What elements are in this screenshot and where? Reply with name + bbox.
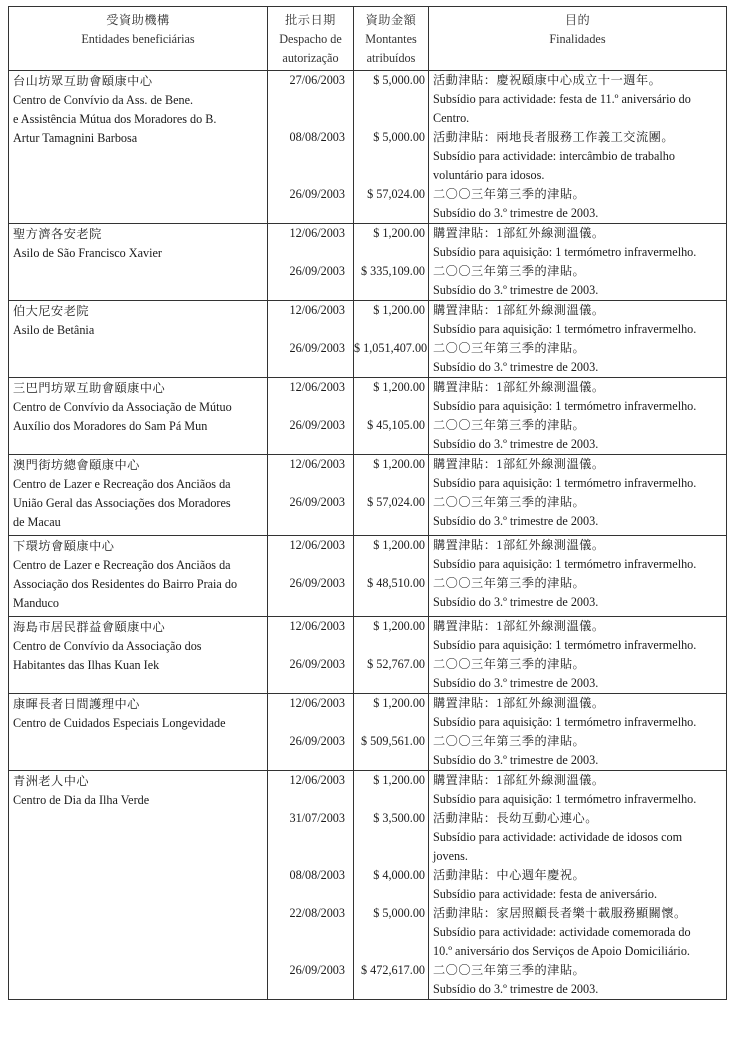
table-row [9, 536, 727, 617]
table-row [9, 301, 727, 378]
entity-cell [9, 378, 268, 455]
date-cell [268, 771, 354, 1000]
entity-cell [9, 301, 268, 378]
grant-date: 12/06/2003 [289, 773, 345, 787]
grant-amount: $ 5,000.00 [373, 130, 425, 144]
grant-date: 26/09/2003 [289, 734, 345, 748]
grant-purpose-block [433, 694, 724, 732]
grant-amount-block [354, 655, 425, 693]
grant-date: 12/06/2003 [289, 226, 345, 240]
grant-purpose-block [433, 536, 724, 574]
grant-date-block [268, 339, 345, 377]
grant-amount-block [354, 262, 425, 300]
purpose-pt: Subsídio para aquisição: 1 termómetro infravermelho. [433, 399, 697, 413]
purpose-zh: 活動津貼：長幼互動心連心。 [433, 811, 598, 825]
date-cell [268, 536, 354, 617]
purpose-zh: 活動津貼：兩地長者服務工作義工交流團。 [433, 130, 675, 144]
grant-amount: $ 5,000.00 [373, 906, 425, 920]
purpose-zh: 購置津貼：1部紅外線測溫儀。 [433, 538, 605, 552]
header-amount-pt1: Montantes [365, 32, 417, 46]
purpose-pt: Subsídio do 3.º trimestre de 2003. [433, 514, 599, 528]
grant-amount-block [354, 574, 425, 612]
purpose-pt: Subsídio para actividade: festa de 11.º aniversário do [433, 92, 691, 106]
grant-amount-block [354, 301, 425, 339]
amount-cell [354, 378, 429, 455]
grant-date-block [268, 128, 345, 185]
purpose-cell [429, 224, 727, 301]
grant-amount: $ 5,000.00 [373, 73, 425, 87]
grant-purpose-block [433, 339, 724, 377]
purpose-pt: Subsídio para aquisição: 1 termómetro infravermelho. [433, 557, 697, 571]
purpose-zh: 二〇〇三年第三季的津貼。 [433, 264, 586, 278]
purpose-pt: Subsídio para aquisição: 1 termómetro infravermelho. [433, 476, 697, 490]
entity-name-zh: 下環坊會頤康中心 [13, 539, 115, 553]
grant-date-block [268, 771, 345, 809]
date-cell [268, 455, 354, 536]
purpose-pt: Subsídio do 3.º trimestre de 2003. [433, 676, 599, 690]
date-cell [268, 617, 354, 694]
entity-name-pt: Centro de Convívio da Associação dos [13, 639, 202, 653]
purpose-zh: 二〇〇三年第三季的津貼。 [433, 418, 586, 432]
table-row [9, 617, 727, 694]
grant-date-block [268, 224, 345, 262]
entity-name-pt: Associação dos Residentes do Bairro Praia do [13, 577, 238, 591]
purpose-zh: 購置津貼：1部紅外線測溫儀。 [433, 619, 605, 633]
entity-name-pt: Artur Tamagnini Barbosa [13, 131, 138, 145]
grant-purpose-block [433, 904, 724, 961]
grant-amount-block [354, 617, 425, 655]
grant-date-block [268, 71, 345, 128]
grant-amount: $ 57,024.00 [367, 495, 425, 509]
date-cell [268, 301, 354, 378]
amount-cell [354, 771, 429, 1000]
grant-date: 26/09/2003 [289, 576, 345, 590]
grant-date-block [268, 301, 345, 339]
entity-cell [9, 455, 268, 536]
amount-cell [354, 301, 429, 378]
grant-amount-block [354, 493, 425, 531]
header-amount [354, 7, 429, 71]
purpose-cell [429, 617, 727, 694]
purpose-pt: Subsídio do 3.º trimestre de 2003. [433, 283, 599, 297]
amount-cell [354, 617, 429, 694]
grant-date: 26/09/2003 [289, 657, 345, 671]
grant-amount: $ 472,617.00 [361, 963, 425, 977]
purpose-pt: Subsídio para actividade: actividade comemorada do [433, 925, 691, 939]
grant-amount-block [354, 961, 425, 999]
entity-name-zh: 康暉長者日間護理中心 [13, 697, 140, 711]
entity-name-pt: Auxílio dos Moradores do Sam Pá Mun [13, 419, 208, 433]
grant-purpose-block [433, 809, 724, 866]
purpose-cell [429, 455, 727, 536]
entity-name-pt: Asilo de Betânia [13, 323, 95, 337]
entity-name-pt: Centro de Convívio da Ass. de Bene. [13, 93, 194, 107]
purpose-pt: voluntário para idosos. [433, 168, 545, 182]
grant-amount: $ 1,051,407.00 [354, 341, 428, 355]
entity-cell [9, 617, 268, 694]
purpose-pt: Subsídio para aquisição: 1 termómetro infravermelho. [433, 792, 697, 806]
grant-date-block [268, 617, 345, 655]
entity-name-zh: 青洲老人中心 [13, 774, 90, 788]
grant-amount: $ 1,200.00 [373, 380, 425, 394]
grant-date: 08/08/2003 [289, 130, 345, 144]
header-purpose [429, 7, 727, 71]
purpose-zh: 二〇〇三年第三季的津貼。 [433, 734, 586, 748]
purpose-pt: Subsídio para aquisição: 1 termómetro infravermelho. [433, 715, 697, 729]
grant-date: 12/06/2003 [289, 619, 345, 633]
grant-amount-block [354, 732, 425, 770]
grant-purpose-block [433, 224, 724, 262]
purpose-cell [429, 694, 727, 771]
purpose-zh: 活動津貼：家居照顧長者樂十載服務顯關懷。 [433, 906, 687, 920]
purpose-cell [429, 536, 727, 617]
entity-name-pt: e Assistência Mútua dos Moradores do B. [13, 112, 217, 126]
grant-amount-block [354, 694, 425, 732]
purpose-cell [429, 771, 727, 1000]
grant-date-block [268, 493, 345, 531]
purpose-zh: 活動津貼：慶祝頤康中心成立十一週年。 [433, 73, 662, 87]
table-header [9, 7, 727, 71]
grant-date-block [268, 416, 345, 454]
grant-amount-block [354, 771, 425, 809]
grant-date: 22/08/2003 [289, 906, 345, 920]
purpose-zh: 活動津貼：中心週年慶祝。 [433, 868, 586, 882]
table-row [9, 694, 727, 771]
amount-cell [354, 455, 429, 536]
purpose-zh: 購置津貼：1部紅外線測溫儀。 [433, 380, 605, 394]
grant-purpose-block [433, 961, 724, 999]
purpose-pt: jovens. [433, 849, 468, 863]
grant-date-block [268, 809, 345, 866]
amount-cell [354, 536, 429, 617]
grant-amount: $ 57,024.00 [367, 187, 425, 201]
table-row [9, 378, 727, 455]
grant-amount-block [354, 904, 425, 961]
header-entity [9, 7, 268, 71]
date-cell [268, 378, 354, 455]
purpose-pt: Subsídio para aquisição: 1 termómetro infravermelho. [433, 245, 697, 259]
table-body [9, 71, 727, 1000]
purpose-pt: Subsídio do 3.º trimestre de 2003. [433, 595, 599, 609]
purpose-pt: Subsídio para actividade: intercâmbio de trabalho [433, 149, 675, 163]
purpose-zh: 二〇〇三年第三季的津貼。 [433, 341, 586, 355]
grant-amount-block [354, 536, 425, 574]
grant-date-block [268, 185, 345, 223]
header-entity-zh: 受資助機構 [106, 13, 170, 27]
grant-purpose-block [433, 185, 724, 223]
entity-name-zh: 台山坊眾互助會頤康中心 [13, 74, 153, 88]
grant-date: 31/07/2003 [289, 811, 345, 825]
grants-table [8, 6, 727, 1000]
grant-purpose-block [433, 128, 724, 185]
entity-cell [9, 536, 268, 617]
purpose-pt: Subsídio para actividade: actividade de idosos com [433, 830, 683, 844]
grant-date-block [268, 904, 345, 961]
purpose-zh: 購置津貼：1部紅外線測溫儀。 [433, 226, 605, 240]
grant-date: 12/06/2003 [289, 303, 345, 317]
grant-date: 26/09/2003 [289, 264, 345, 278]
grant-purpose-block [433, 771, 724, 809]
purpose-zh: 二〇〇三年第三季的津貼。 [433, 576, 586, 590]
entity-name-pt: Manduco [13, 596, 60, 610]
grant-date: 12/06/2003 [289, 380, 345, 394]
grant-date: 26/09/2003 [289, 963, 345, 977]
grant-purpose-block [433, 655, 724, 693]
purpose-zh: 二〇〇三年第三季的津貼。 [433, 187, 586, 201]
grant-purpose-block [433, 262, 724, 300]
grant-amount: $ 1,200.00 [373, 696, 425, 710]
grant-amount-block [354, 809, 425, 866]
table-row [9, 224, 727, 301]
table-row [9, 455, 727, 536]
table-row [9, 71, 727, 224]
purpose-pt: Subsídio do 3.º trimestre de 2003. [433, 437, 599, 451]
grant-amount: $ 3,500.00 [373, 811, 425, 825]
grant-amount: $ 509,561.00 [361, 734, 425, 748]
entity-name-zh: 三巴門坊眾互助會頤康中心 [13, 381, 166, 395]
grant-amount: $ 4,000.00 [373, 868, 425, 882]
purpose-pt: Subsídio do 3.º trimestre de 2003. [433, 982, 599, 996]
purpose-cell [429, 378, 727, 455]
entity-name-pt: Asilo de São Francisco Xavier [13, 246, 162, 260]
grant-purpose-block [433, 493, 724, 531]
purpose-zh: 二〇〇三年第三季的津貼。 [433, 963, 586, 977]
table-row [9, 771, 727, 1000]
purpose-pt: Subsídio para actividade: festa de aniversário. [433, 887, 658, 901]
grant-amount: $ 335,109.00 [361, 264, 425, 278]
purpose-zh: 二〇〇三年第三季的津貼。 [433, 657, 586, 671]
grant-date-block [268, 655, 345, 693]
grant-amount: $ 1,200.00 [373, 457, 425, 471]
grant-purpose-block [433, 866, 724, 904]
entity-name-pt: Centro de Cuidados Especiais Longevidade [13, 716, 226, 730]
grant-date: 26/09/2003 [289, 187, 345, 201]
date-cell [268, 71, 354, 224]
entity-name-zh: 海島市居民群益會頤康中心 [13, 620, 166, 634]
grant-date: 26/09/2003 [289, 495, 345, 509]
grant-amount-block [354, 416, 425, 454]
grant-purpose-block [433, 455, 724, 493]
entity-name-pt: Centro de Lazer e Recreação dos Anciãos da [13, 558, 231, 572]
entity-name-zh: 伯大尼安老院 [13, 304, 90, 318]
entity-name-pt: Habitantes das Ilhas Kuan Iek [13, 658, 160, 672]
grant-amount: $ 52,767.00 [367, 657, 425, 671]
amount-cell [354, 71, 429, 224]
header-amount-pt2: atribuídos [366, 51, 416, 65]
grant-purpose-block [433, 574, 724, 612]
grant-amount-block [354, 224, 425, 262]
header-date-zh: 批示日期 [285, 13, 336, 27]
entity-cell [9, 694, 268, 771]
grant-amount: $ 1,200.00 [373, 773, 425, 787]
header-date-pt2: autorização [282, 51, 339, 65]
purpose-cell [429, 71, 727, 224]
entity-name-pt: Centro de Dia da Ilha Verde [13, 793, 150, 807]
entity-name-pt: Centro de Convívio da Associação de Mútuo [13, 400, 232, 414]
entity-cell [9, 771, 268, 1000]
grant-purpose-block [433, 416, 724, 454]
grant-purpose-block [433, 617, 724, 655]
entity-name-pt: Centro de Lazer e Recreação dos Anciãos da [13, 477, 231, 491]
grant-amount: $ 1,200.00 [373, 538, 425, 552]
grant-purpose-block [433, 732, 724, 770]
date-cell [268, 224, 354, 301]
entity-name-pt: de Macau [13, 515, 61, 529]
purpose-zh: 二〇〇三年第三季的津貼。 [433, 495, 586, 509]
header-entity-pt: Entidades beneficiárias [81, 32, 195, 46]
grant-amount-block [354, 378, 425, 416]
grant-date: 12/06/2003 [289, 538, 345, 552]
entity-name-zh: 澳門街坊總會頤康中心 [13, 458, 140, 472]
grant-amount-block [354, 339, 428, 377]
grant-amount-block [354, 866, 425, 904]
grant-purpose-block [433, 71, 724, 128]
purpose-pt: Subsídio para aquisição: 1 termómetro infravermelho. [433, 638, 697, 652]
grant-amount: $ 45,105.00 [367, 418, 425, 432]
header-purpose-pt: Finalidades [549, 32, 606, 46]
grant-amount: $ 1,200.00 [373, 226, 425, 240]
header-date-pt1: Despacho de [279, 32, 342, 46]
grant-date: 12/06/2003 [289, 696, 345, 710]
purpose-pt: 10.º aniversário dos Serviços de Apoio Domiciliário. [433, 944, 690, 958]
grant-purpose-block [433, 378, 724, 416]
purpose-zh: 購置津貼：1部紅外線測溫儀。 [433, 773, 605, 787]
grant-date-block [268, 866, 345, 904]
entity-name-pt: União Geral das Associações dos Moradores [13, 496, 231, 510]
purpose-cell [429, 301, 727, 378]
grant-date-block [268, 694, 345, 732]
grant-date-block [268, 455, 345, 493]
date-cell [268, 694, 354, 771]
grant-date-block [268, 574, 345, 612]
grant-date: 26/09/2003 [289, 418, 345, 432]
purpose-zh: 購置津貼：1部紅外線測溫儀。 [433, 457, 605, 471]
grant-date-block [268, 961, 345, 999]
grant-amount-block [354, 185, 425, 223]
header-purpose-zh: 目的 [564, 13, 591, 27]
amount-cell [354, 694, 429, 771]
purpose-pt: Subsídio para aquisição: 1 termómetro infravermelho. [433, 322, 697, 336]
grant-amount: $ 1,200.00 [373, 619, 425, 633]
header-amount-zh: 資助金額 [365, 13, 417, 27]
entity-name-zh: 聖方濟各安老院 [13, 227, 102, 241]
entity-cell [9, 224, 268, 301]
grant-date: 26/09/2003 [289, 341, 345, 355]
grant-date: 12/06/2003 [289, 457, 345, 471]
grant-date-block [268, 536, 345, 574]
grant-amount-block [354, 128, 425, 185]
purpose-pt: Subsídio do 3.º trimestre de 2003. [433, 206, 599, 220]
grant-date-block [268, 262, 345, 300]
grant-amount: $ 48,510.00 [367, 576, 425, 590]
grant-purpose-block [433, 301, 724, 339]
grant-date-block [268, 378, 345, 416]
purpose-pt: Subsídio do 3.º trimestre de 2003. [433, 753, 599, 767]
grant-date-block [268, 732, 345, 770]
header-date [268, 7, 354, 71]
entity-cell [9, 71, 268, 224]
purpose-zh: 購置津貼：1部紅外線測溫儀。 [433, 696, 605, 710]
purpose-zh: 購置津貼：1部紅外線測溫儀。 [433, 303, 605, 317]
purpose-pt: Subsídio do 3.º trimestre de 2003. [433, 360, 599, 374]
purpose-pt: Centro. [433, 111, 470, 125]
grant-amount-block [354, 455, 425, 493]
grant-date: 27/06/2003 [289, 73, 345, 87]
grant-amount-block [354, 71, 425, 128]
grant-date: 08/08/2003 [289, 868, 345, 882]
grant-amount: $ 1,200.00 [373, 303, 425, 317]
amount-cell [354, 224, 429, 301]
